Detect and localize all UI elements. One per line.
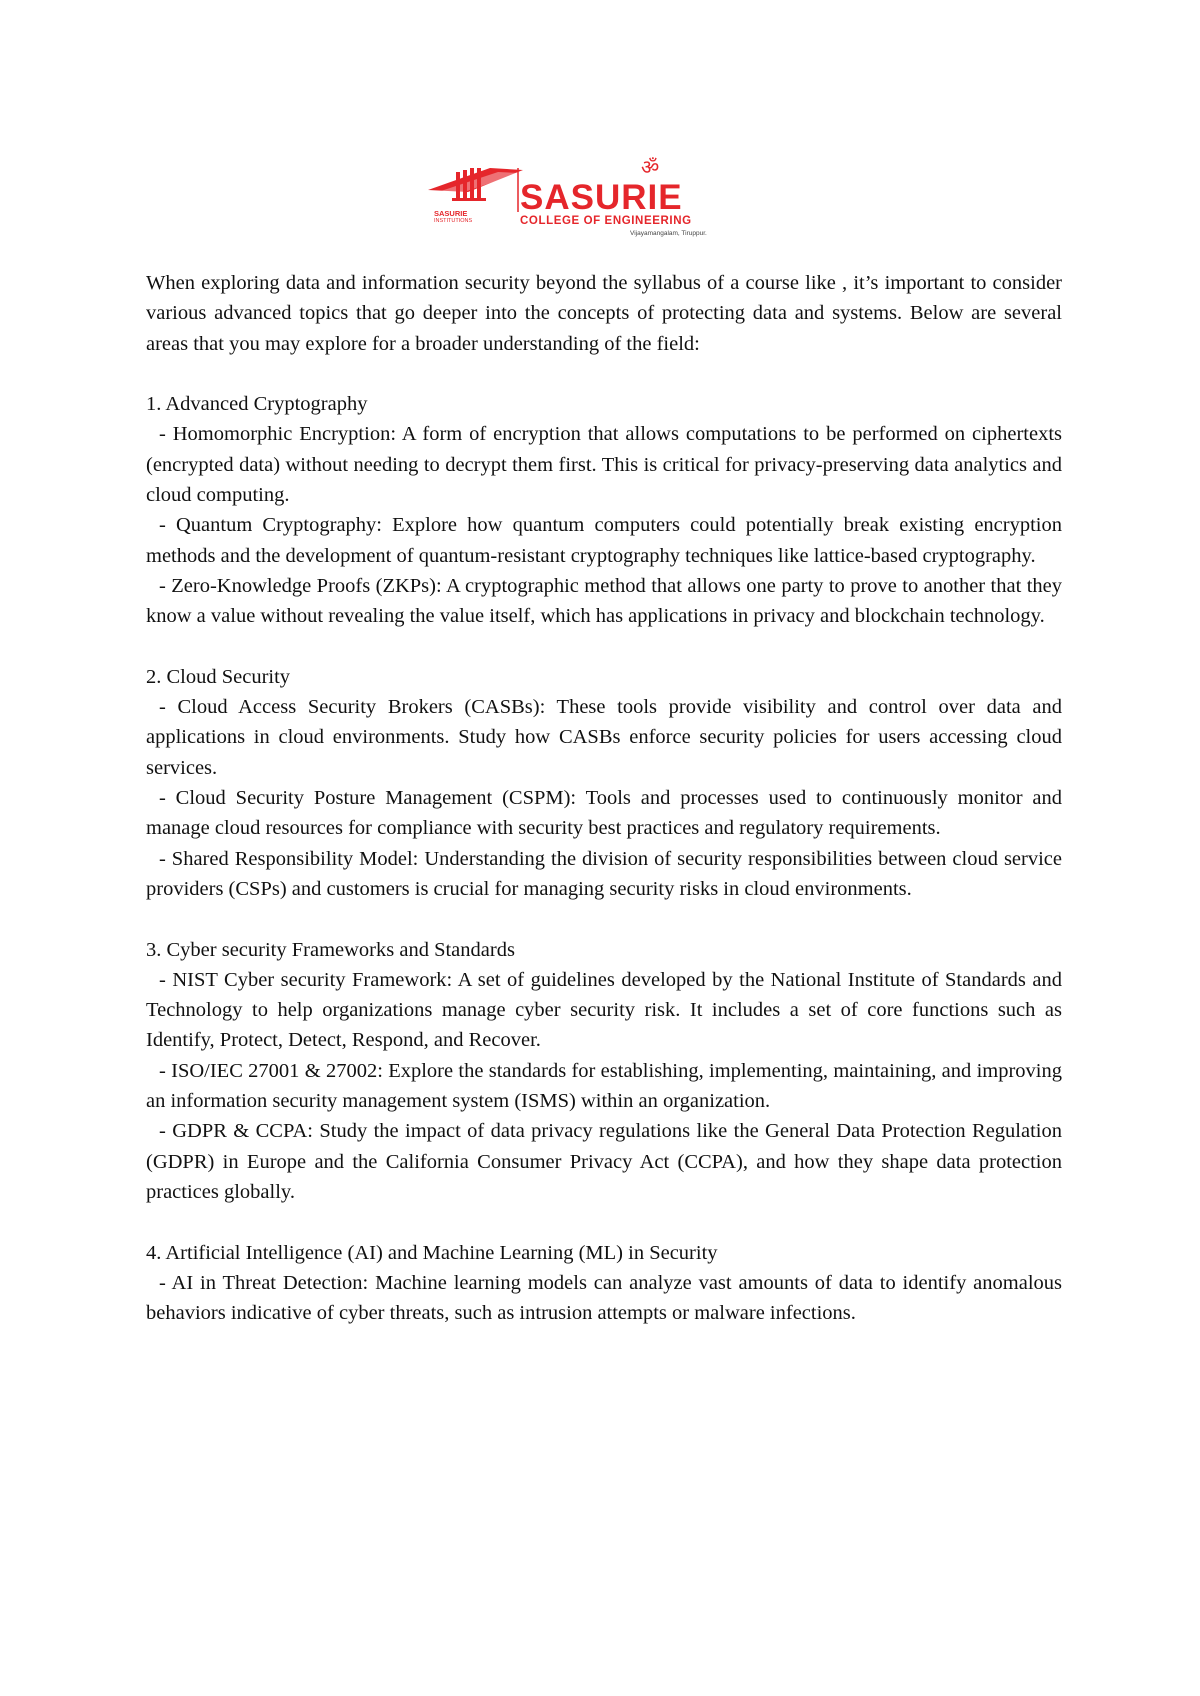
section-item: - Quantum Cryptography: Explore how quantum computers could potentially break existing encryption methods and the development of quantum-resistant cryptography techniques like lattice-based cryptography. (146, 514, 1062, 567)
logo-institutions-sub: INSTITUTIONS (434, 218, 473, 224)
sasurie-emblem-icon (428, 158, 523, 212)
section-item: - AI in Threat Detection: Machine learning models can analyze vast amounts of data to identify anomalous behaviors indicative of cyber threats, such as intrusion attempts or malware infections. (146, 1271, 1062, 1325)
section-item: - NIST Cyber security Framework: A set of guidelines developed by the National Institute of Standards and Technology to help organizations manage cyber security risk. It includes a set of core functions such as Identify, Protect, Detect, Respond, and Recover. (146, 968, 1062, 1052)
spacer (146, 359, 1062, 389)
section-heading: 1. Advanced Cryptography (146, 393, 368, 416)
section-heading: 2. Cloud Security (146, 665, 291, 688)
section-item: - Homomorphic Encryption: A form of encryption that allows computations to be performed on ciphertexts (encrypted data) without needing to decrypt them first. This is critical for privacy-preserving data analytics and cloud computing. (146, 423, 1062, 507)
intro-paragraph: When exploring data and information security beyond the syllabus of a course like , it’s important to consider various advanced topics that go deeper into the concepts of protecting data and systems. Below are several areas that you may explore for a broader understanding of the field: (146, 272, 1062, 355)
section-item: - Cloud Access Security Brokers (CASBs): These tools provide visibility and control over data and applications in cloud environments. Study how CASBs enforce security policies for users accessing cloud services. (146, 696, 1062, 779)
om-symbol-icon: ॐ (641, 157, 660, 179)
document-body (146, 268, 1062, 1328)
section-heading: 4. Artificial Intelligence (AI) and Machine Learning (ML) in Security (146, 1241, 718, 1264)
section-item: - GDPR & CCPA: Study the impact of data privacy regulations like the General Data Protection Regulation (GDPR) in Europe and the California Consumer Privacy Act (CCPA), and how they shape data protection practices globally. (146, 1120, 1062, 1203)
section-heading: 3. Cyber security Frameworks and Standards (146, 938, 515, 961)
section-item: - Shared Responsibility Model: Understanding the division of security responsibilities between cloud service providers (CSPs) and customers is crucial for managing security risks in cloud environments. (146, 847, 1062, 900)
logo-college-name: COLLEGE OF ENGINEERING (520, 215, 692, 227)
section-item: - Cloud Security Posture Management (CSPM): Tools and processes used to continuously monitor and manage cloud resources for compliance with security best practices and regulatory requirements. (146, 787, 1062, 840)
section-item: - ISO/IEC 27001 & 27002: Explore the standards for establishing, implementing, maintaining, and improving an information security management system (ISMS) within an organization. (146, 1059, 1062, 1113)
spacer (146, 1207, 1062, 1237)
logo-location: Vijayamangalam, Tiruppur. (630, 230, 707, 237)
logo-institutions-title: SASURIE (434, 209, 468, 218)
spacer (146, 632, 1062, 662)
spacer (146, 904, 1062, 934)
section-item: - Zero-Knowledge Proofs (ZKPs): A cryptographic method that allows one party to prove to another that they know a value without revealing the value itself, which has applications in privacy and blockchain technology. (146, 574, 1062, 628)
college-logo (428, 157, 778, 237)
logo-brand-name: SASURIE (520, 178, 683, 217)
